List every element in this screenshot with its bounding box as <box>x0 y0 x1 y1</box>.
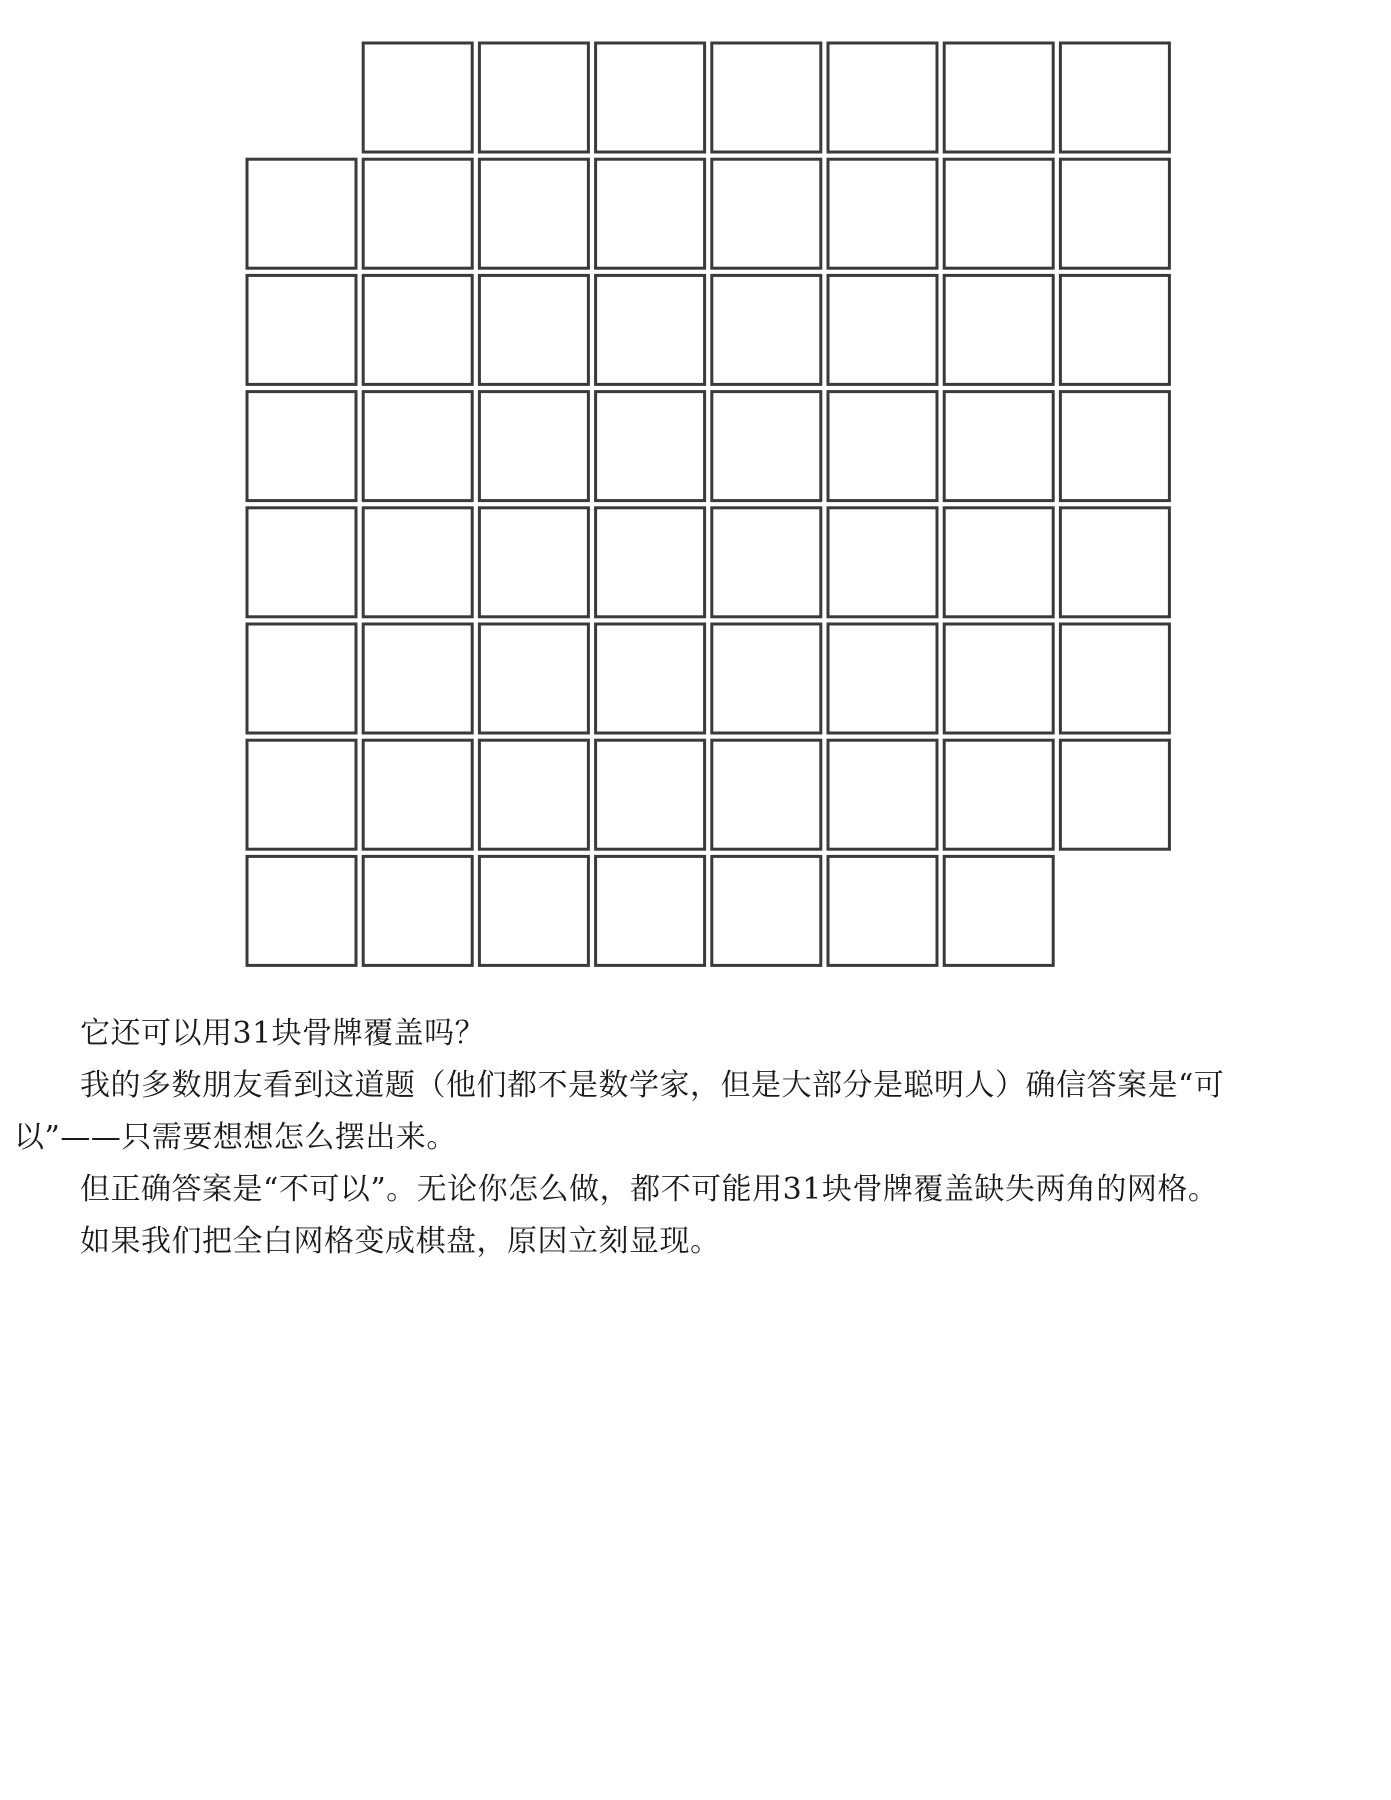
board-cell-r2-c6 <box>944 275 1053 384</box>
board-cell-r3-c6 <box>944 392 1053 501</box>
board-cell-r5-c4 <box>712 624 821 733</box>
board-cell-r7-c1 <box>363 856 472 965</box>
board-cell-r4-c1 <box>363 508 472 617</box>
paragraph-question-text: 它还可以用31块骨牌覆盖吗？ <box>80 1016 486 1051</box>
board-cell-r0-c1 <box>363 43 472 152</box>
board-cell-r3-c7 <box>1060 392 1169 501</box>
board-cell-r1-c1 <box>363 159 472 268</box>
board-cell-r6-c7 <box>1060 740 1169 849</box>
board-cell-r0-c2 <box>479 43 588 152</box>
board-cell-r4-c3 <box>596 508 705 617</box>
board-cell-r4-c5 <box>828 508 937 617</box>
body-text <box>0 1008 1391 1268</box>
board-cell-r0-c7 <box>1060 43 1169 152</box>
board-cell-r6-c3 <box>596 740 705 849</box>
board-cell-r5-c3 <box>596 624 705 733</box>
board-cell-r4-c2 <box>479 508 588 617</box>
board-cell-r7-c2 <box>479 856 588 965</box>
board-cell-r1-c3 <box>596 159 705 268</box>
board-cell-r1-c7 <box>1060 159 1169 268</box>
board-cell-r1-c2 <box>479 159 588 268</box>
board-cell-r5-c0 <box>247 624 356 733</box>
board-cell-r0-c4 <box>712 43 821 152</box>
board-cell-r7-c4 <box>712 856 821 965</box>
board-cell-r3-c1 <box>363 392 472 501</box>
board-cell-r5-c7 <box>1060 624 1169 733</box>
board-cell-r0-c3 <box>596 43 705 152</box>
board-cell-r2-c7 <box>1060 275 1169 384</box>
board-cell-r6-c5 <box>828 740 937 849</box>
board-cell-r5-c5 <box>828 624 937 733</box>
board-cell-r6-c0 <box>247 740 356 849</box>
board-cell-r3-c4 <box>712 392 821 501</box>
board-cell-r5-c1 <box>363 624 472 733</box>
board-cell-r3-c3 <box>596 392 705 501</box>
board-cell-r4-c7 <box>1060 508 1169 617</box>
board-cell-r7-c6 <box>944 856 1053 965</box>
board-cell-r2-c0 <box>247 275 356 384</box>
paragraph-reason-text: 如果我们把全白网格变成棋盘，原因立刻显现。 <box>80 1224 721 1259</box>
board-cell-r1-c4 <box>712 159 821 268</box>
board-cell-r6-c4 <box>712 740 821 849</box>
board-cell-r0-c5 <box>828 43 937 152</box>
board-cell-r7-c0 <box>247 856 356 965</box>
paragraph-reason <box>0 1216 1391 1268</box>
board-cell-r7-c5 <box>828 856 937 965</box>
board-cell-r1-c6 <box>944 159 1053 268</box>
board-cell-r5-c2 <box>479 624 588 733</box>
board-cell-r7-c3 <box>596 856 705 965</box>
paragraph-answer <box>0 1164 1391 1216</box>
board-cell-r3-c0 <box>247 392 356 501</box>
board-cell-r6-c6 <box>944 740 1053 849</box>
board-cell-r2-c4 <box>712 275 821 384</box>
board-cell-r6-c2 <box>479 740 588 849</box>
board-cell-r3-c5 <box>828 392 937 501</box>
board-cell-r4-c6 <box>944 508 1053 617</box>
board-cell-r4-c0 <box>247 508 356 617</box>
board-cell-r2-c2 <box>479 275 588 384</box>
board-cell-r4-c4 <box>712 508 821 617</box>
board-cell-r2-c1 <box>363 275 472 384</box>
board-cell-r1-c0 <box>247 159 356 268</box>
paragraph-friends <box>0 1060 1391 1164</box>
board-cell-r0-c6 <box>944 43 1053 152</box>
paragraph-question <box>0 1008 1391 1060</box>
board-cell-r5-c6 <box>944 624 1053 733</box>
board-cell-r1-c5 <box>828 159 937 268</box>
paragraph-friends-line2: 以”——只需要想想怎么摆出来。 <box>14 1120 457 1155</box>
paragraph-friends-line1: 我的多数朋友看到这道题（他们都不是数学家，但是大部分是聪明人）确信答案是“可 <box>80 1068 1225 1103</box>
paragraph-answer-text: 但正确答案是“不可以”。无论你怎么做，都不可能用31块骨牌覆盖缺失两角的网格。 <box>80 1172 1219 1207</box>
board-cell-r2-c5 <box>828 275 937 384</box>
board-cell-r2-c3 <box>596 275 705 384</box>
board-cell-r6-c1 <box>363 740 472 849</box>
board-cell-r3-c2 <box>479 392 588 501</box>
